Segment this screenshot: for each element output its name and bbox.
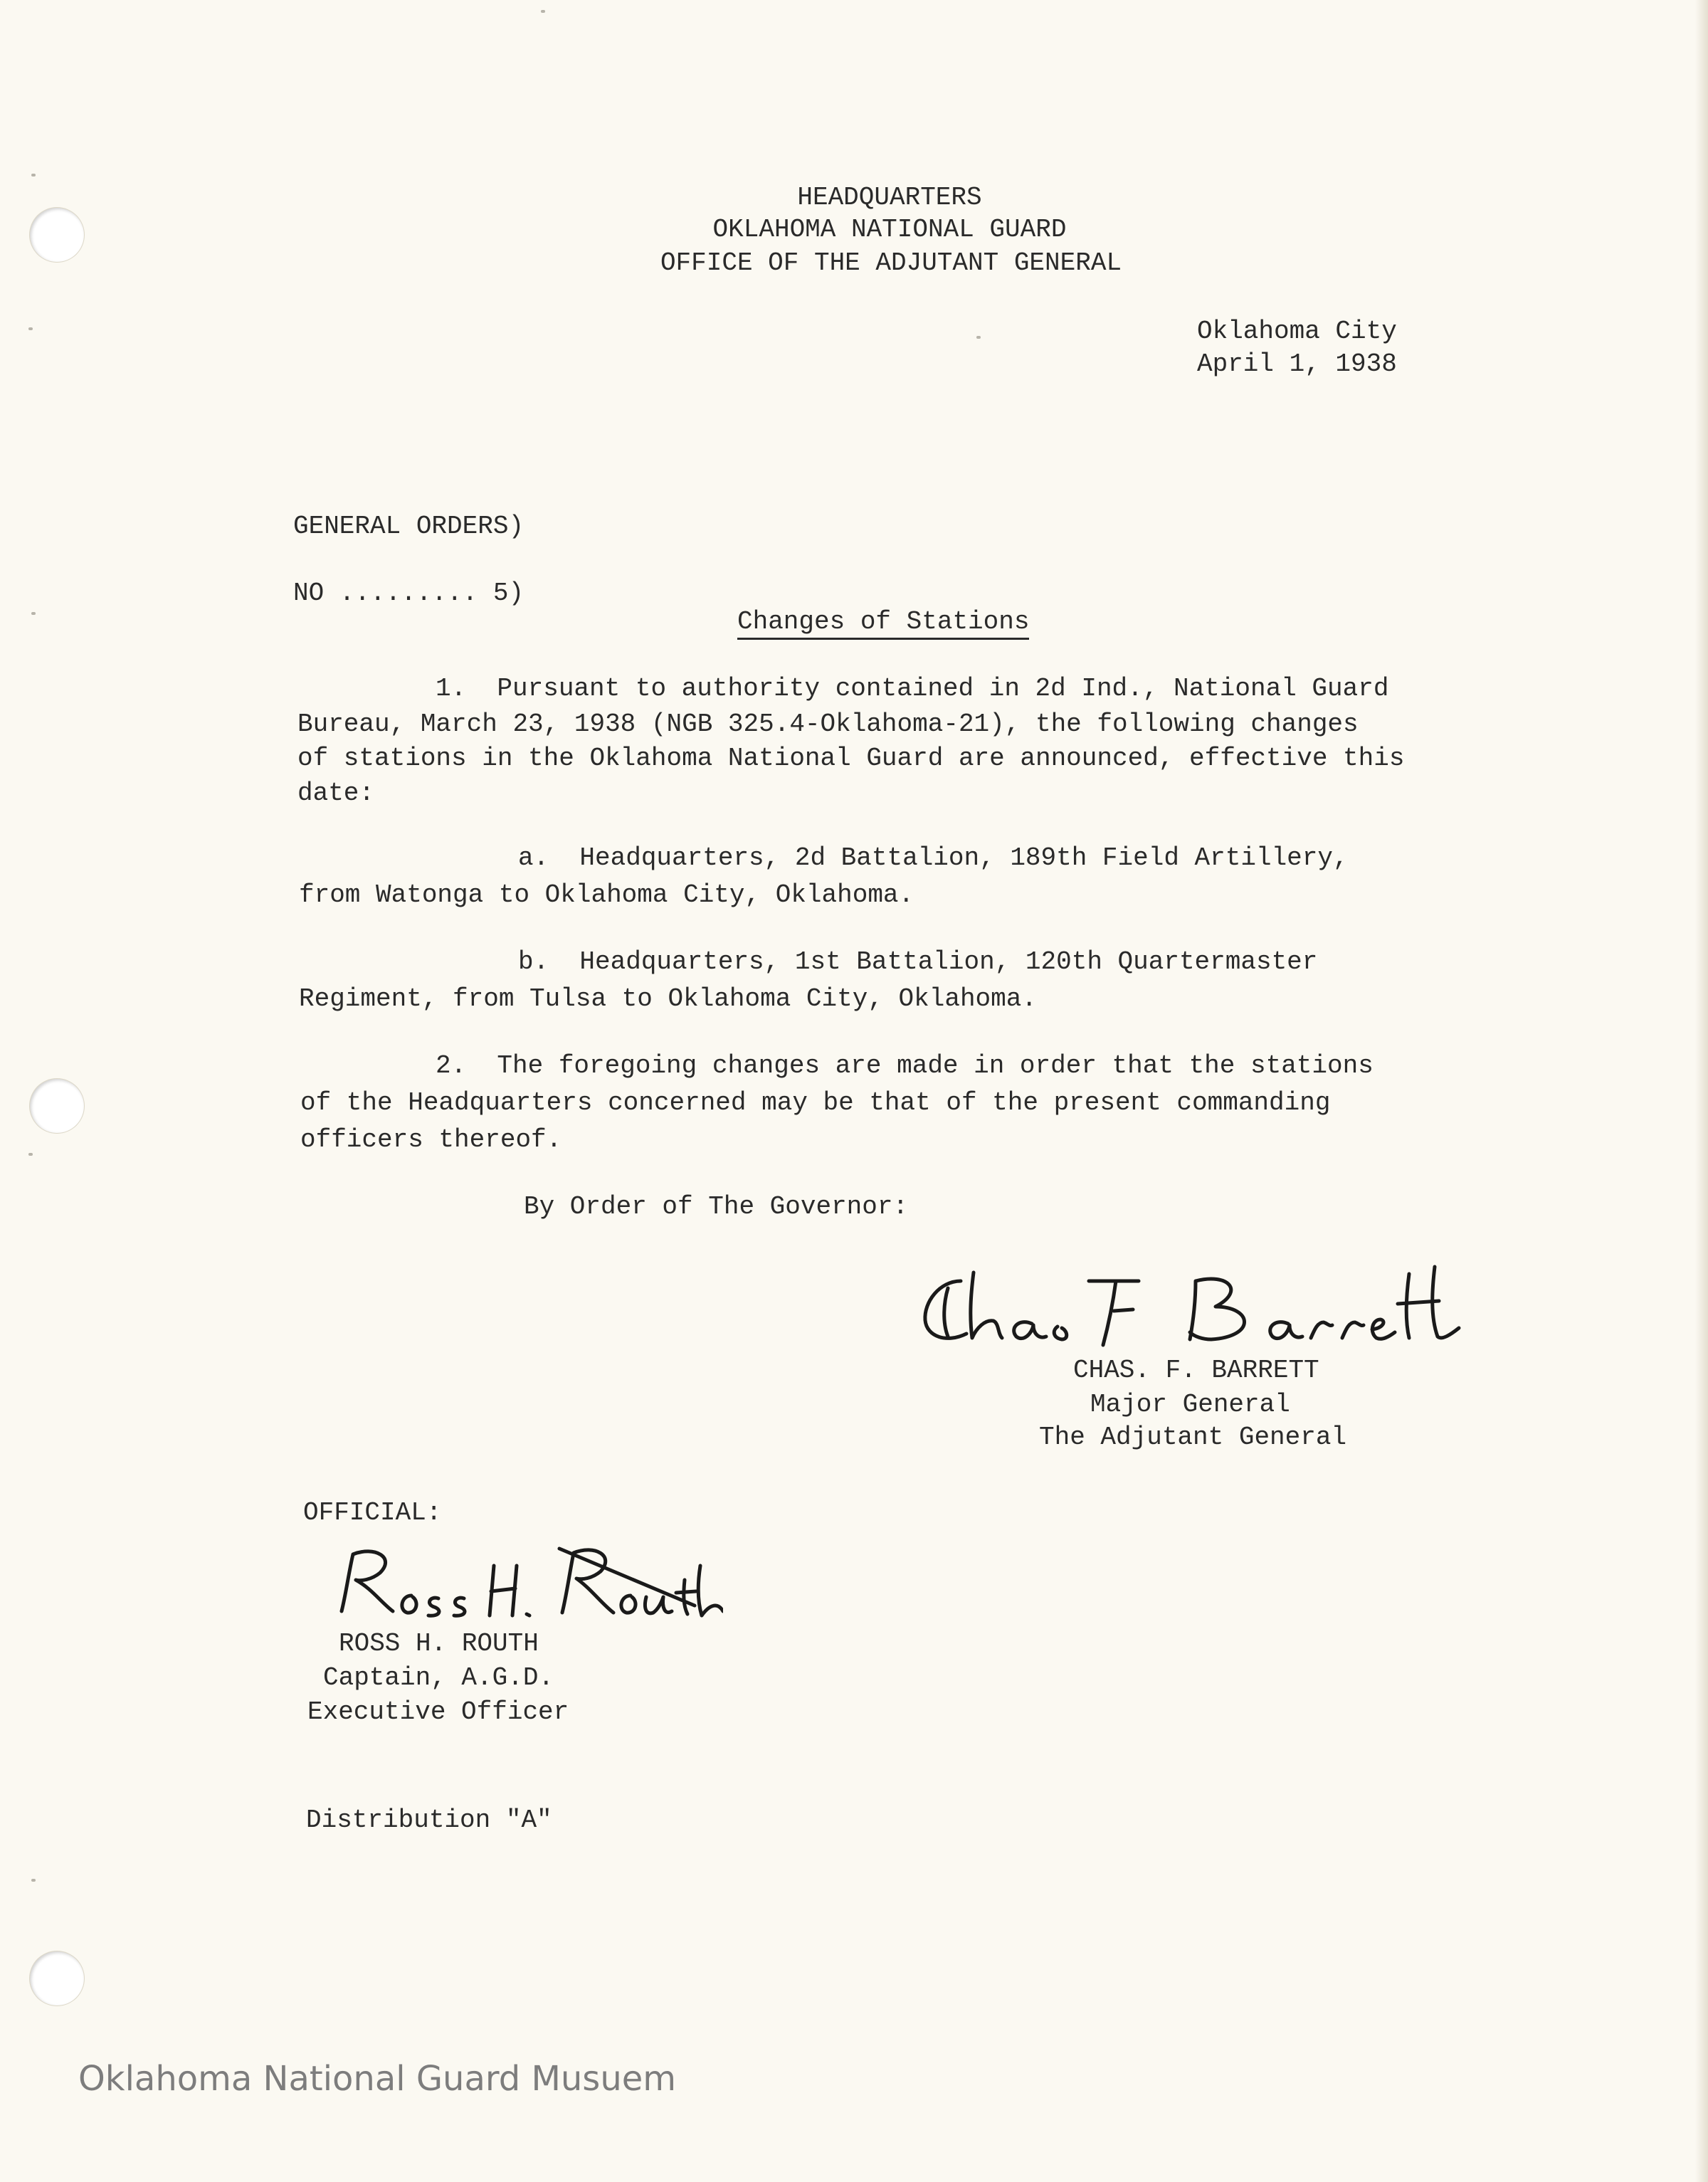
paper-speck: [31, 612, 36, 615]
paper-speck: [976, 336, 981, 339]
paper-edge-shadow: [1695, 0, 1708, 2182]
para2-line: of the Headquarters concerned may be that of the present commanding: [300, 1088, 1331, 1117]
place-city: Oklahoma City: [1197, 317, 1397, 346]
para2-line: 2. The foregoing changes are made in order that the stations: [436, 1051, 1374, 1080]
para2-line: officers thereof.: [300, 1125, 562, 1154]
paper-speck: [28, 327, 33, 330]
official-name: ROSS H. ROUTH: [339, 1629, 539, 1658]
para1-line: of stations in the Oklahoma National Guard are announced, effective this: [297, 744, 1405, 773]
para1-line: date:: [297, 779, 375, 808]
paper-speck: [31, 1879, 36, 1882]
punch-hole-top: [30, 208, 84, 262]
official-rank: Captain, A.G.D.: [323, 1663, 554, 1692]
punch-hole-bottom: [30, 1951, 84, 2006]
signer-rank: Major General: [1090, 1390, 1290, 1419]
para1-line: Bureau, March 23, 1938 (NGB 325.4-Oklahoma-21), the following changes: [297, 710, 1359, 739]
para1-line: 1. Pursuant to authority contained in 2d Ind., National Guard: [436, 674, 1389, 703]
header-headquarters: HEADQUARTERS: [797, 183, 982, 212]
distribution-line: Distribution "A": [306, 1806, 552, 1835]
routh-signature: [325, 1537, 723, 1623]
by-order-line: By Order of The Governor:: [524, 1192, 909, 1221]
item-a-line: a. Headquarters, 2d Battalion, 189th Field Artillery,: [518, 843, 1349, 873]
barrett-signature: [911, 1260, 1480, 1352]
official-title: Executive Officer: [307, 1697, 569, 1727]
paper-speck: [541, 10, 545, 13]
paper-speck: [31, 174, 36, 176]
document-date: April 1, 1938: [1197, 349, 1397, 379]
museum-watermark: Oklahoma National Guard Musuem: [78, 2059, 677, 2099]
order-number: NO ......... 5): [293, 579, 524, 608]
header-organization: OKLAHOMA NATIONAL GUARD: [712, 215, 1067, 244]
signer-title: The Adjutant General: [1039, 1423, 1347, 1452]
official-label: OFFICIAL:: [303, 1498, 442, 1527]
signer-name: CHAS. F. BARRETT: [1073, 1356, 1319, 1385]
order-title: Changes of Stations: [737, 609, 1029, 640]
general-orders-label: GENERAL ORDERS): [293, 512, 524, 541]
item-b-line: b. Headquarters, 1st Battalion, 120th Quartermaster: [518, 947, 1318, 976]
item-b-line: Regiment, from Tulsa to Oklahoma City, Oklahoma.: [299, 984, 1037, 1013]
header-office: OFFICE OF THE ADJUTANT GENERAL: [660, 248, 1122, 278]
item-a-line: from Watonga to Oklahoma City, Oklahoma.: [299, 880, 914, 910]
punch-hole-middle: [30, 1079, 84, 1133]
paper-speck: [28, 1153, 33, 1156]
